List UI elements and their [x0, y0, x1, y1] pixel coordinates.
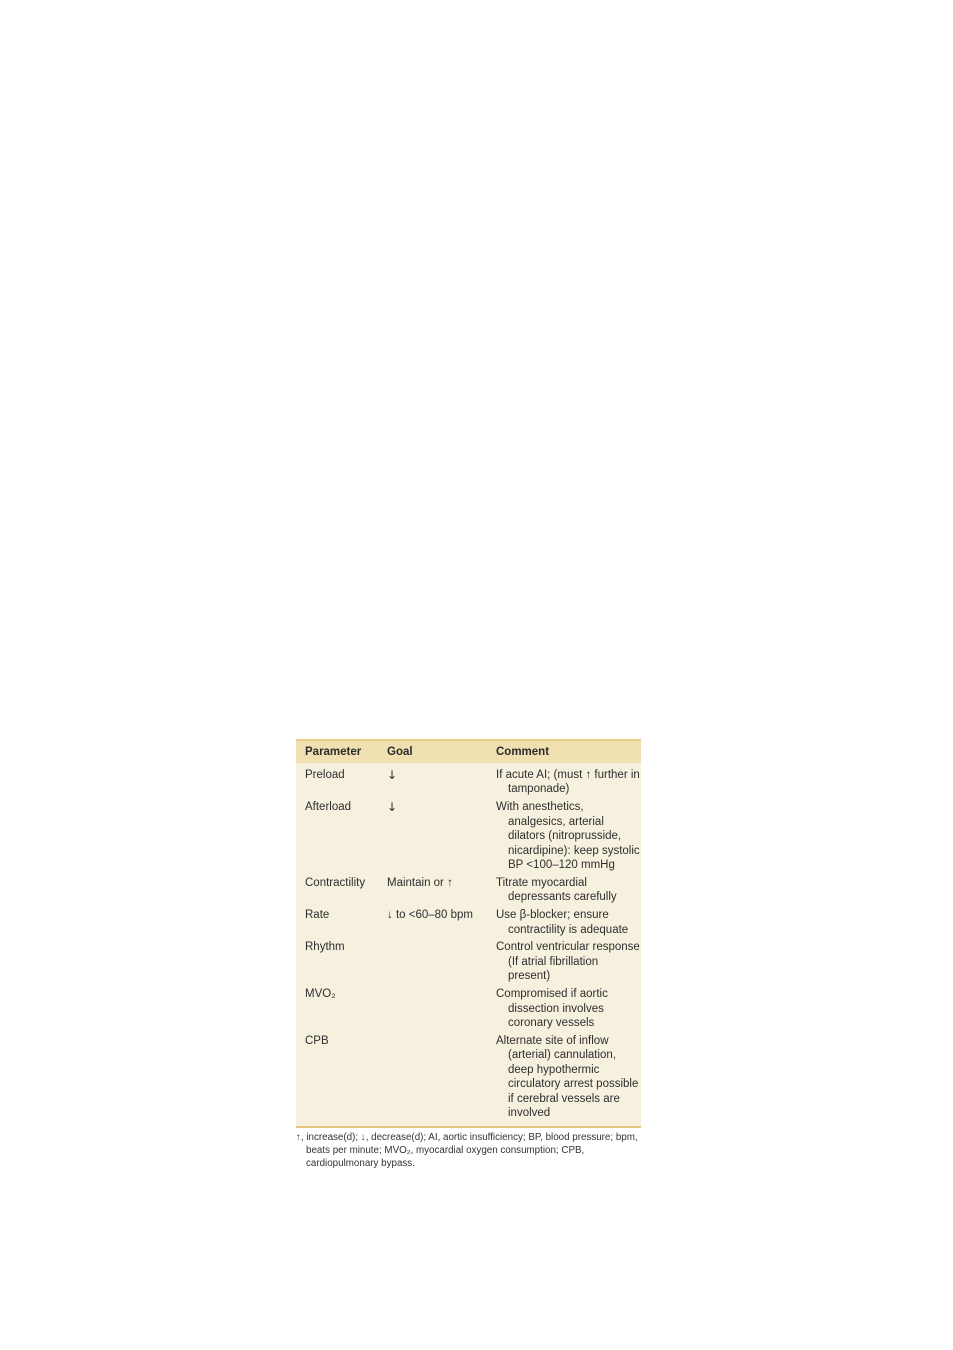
table-row	[296, 800, 641, 872]
row-goal: ↓ to <60–80 bpm	[387, 909, 473, 922]
table-footnote	[296, 1131, 641, 1170]
table-row	[296, 768, 641, 797]
row-comment: Titrate myocardial depressants carefully	[496, 876, 617, 904]
table-row	[296, 940, 641, 983]
row-goal: Maintain or ↑	[387, 876, 453, 889]
row-goal: ↓	[387, 768, 398, 782]
footnote-text: ↑, increase(d); ↓, decrease(d); AI, aortic insufficiency; BP, blood pressure; bpm, beats per minute; MVO₂, myocardial oxygen consumption; CPB, cardiopulmonary bypass.	[296, 1132, 638, 1170]
row-goal	[387, 940, 496, 983]
row-comment: Compromised if aortic dissection involves coronary vessels	[496, 988, 608, 1029]
row-parameter: Afterload	[305, 801, 352, 814]
header-parameter: Parameter	[305, 746, 362, 758]
row-parameter: CPB	[305, 1034, 329, 1047]
row-comment: Control ventricular response (If atrial fibrillation present)	[496, 941, 640, 983]
row-parameter: Rate	[305, 909, 330, 922]
row-parameter: MVO₂	[305, 988, 336, 1001]
table-row	[296, 1034, 641, 1120]
table-header	[296, 741, 641, 763]
row-goal	[387, 1034, 496, 1120]
row-comment: Alternate site of inflow (arterial) cannulation, deep hypothermic circulatory arrest possible if cerebral vessels are involved	[496, 1034, 639, 1119]
row-comment: With anesthetics, analgesics, arterial dilators (nitroprusside, nicardipine): keep systolic BP <100–120 mmHg	[496, 801, 640, 871]
table-body	[296, 763, 641, 1126]
row-comment: Use β-blocker; ensure contractility is adequate	[496, 909, 629, 936]
table-row	[296, 987, 641, 1030]
header-comment: Comment	[496, 746, 550, 758]
parameter-table	[296, 739, 641, 1128]
row-parameter: Preload	[305, 769, 345, 781]
row-goal	[387, 987, 496, 1030]
parameter-table-container	[296, 739, 641, 1170]
header-goal: Goal	[387, 746, 413, 758]
table-row	[296, 876, 641, 905]
row-goal: ↓	[387, 800, 398, 815]
row-comment: If acute AI; (must ↑ further in tamponade)	[496, 769, 640, 796]
row-parameter: Contractility	[305, 876, 366, 889]
row-parameter: Rhythm	[305, 941, 345, 954]
table-row	[296, 908, 641, 937]
